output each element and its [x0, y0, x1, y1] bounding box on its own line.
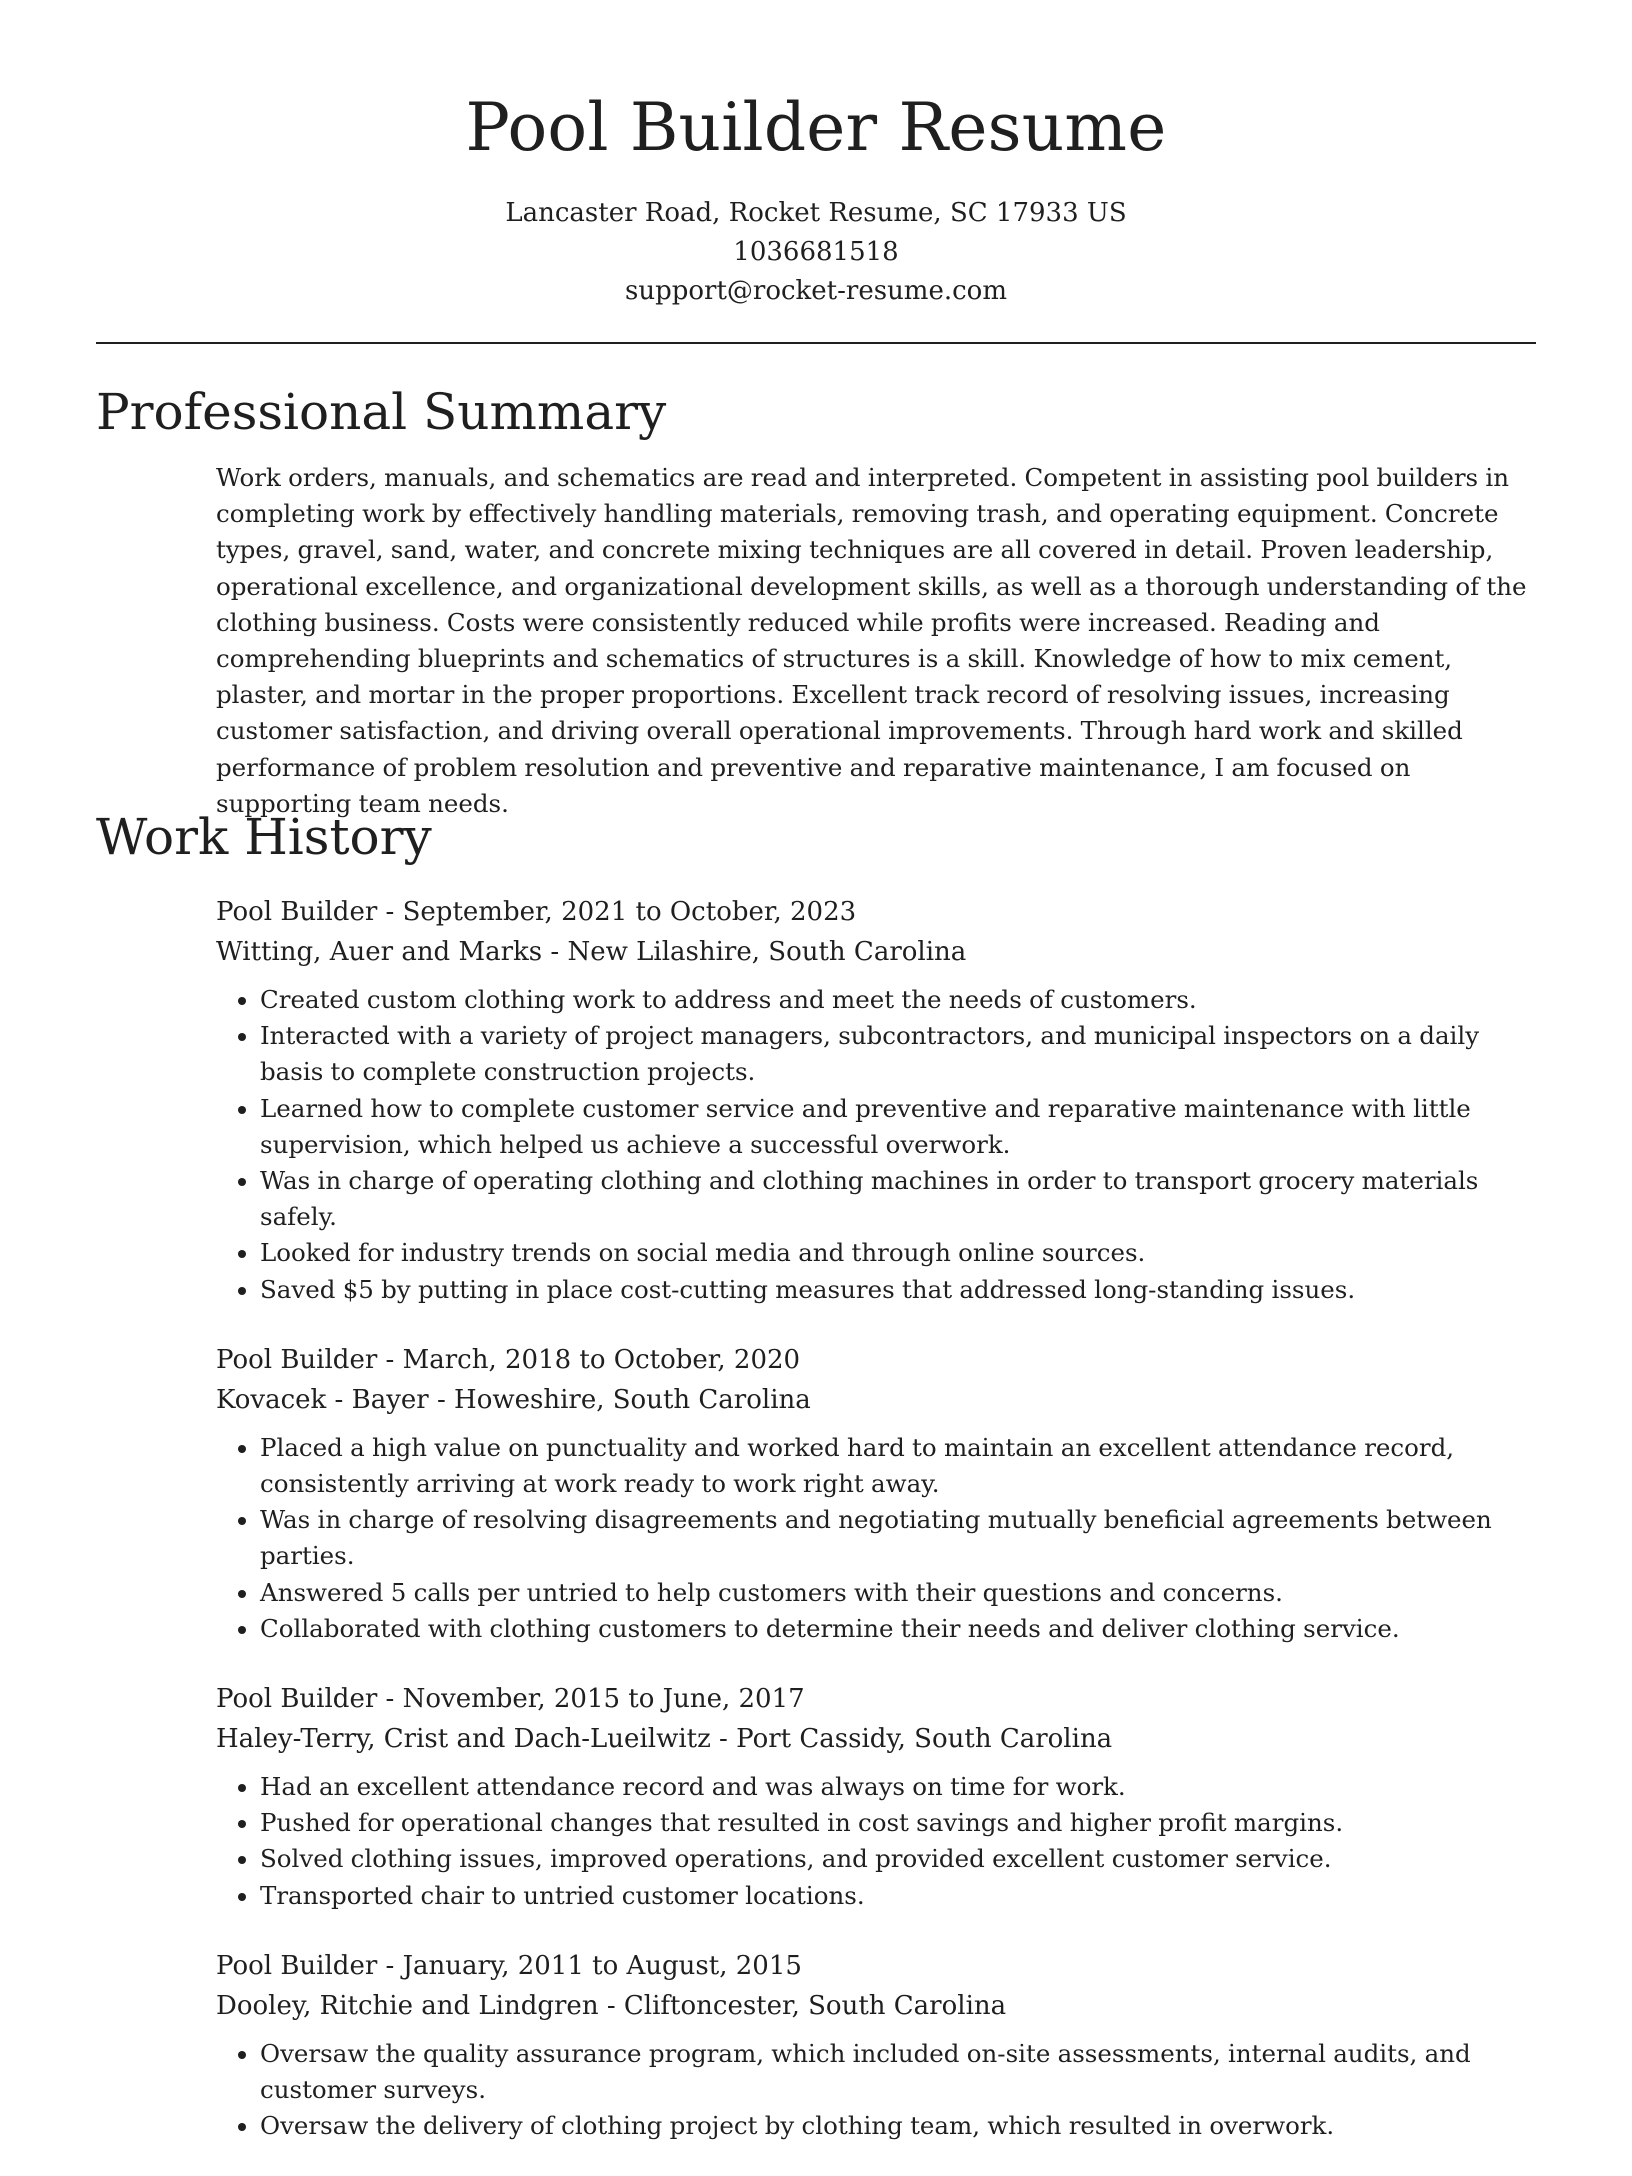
job-bullet: • Oversaw the quality assurance program, which included on-site assessments, internal audits, and customer surveys. — [260, 2036, 1536, 2108]
job-dates: March, 2018 to October, 2020 — [402, 1344, 801, 1375]
job-dates: November, 2015 to June, 2017 — [402, 1684, 805, 1715]
job-location: New Lilashire, South Carolina — [567, 937, 967, 967]
job-bullet: • Pushed for operational changes that resulted in cost savings and higher profit margins. — [260, 1805, 1536, 1841]
phone-text: 1036681518 — [733, 237, 899, 267]
job-bullet: • Created custom clothing work to address and meet the needs of customers. — [260, 982, 1536, 1018]
job-bullet: • Oversaw the delivery of clothing project by clothing team, which resulted in overwork. — [260, 2108, 1536, 2144]
job-bullets — [216, 1769, 1536, 1914]
job-bullet: • Looked for industry trends on social media and through online sources. — [260, 1235, 1536, 1271]
summary-text: Work orders, manuals, and schematics are read and interpreted. Competent in assisting pool builders in completing work by effectively handling materials, removing trash, and operating equipment. Concrete types, gravel, sand, water, and concrete mixing techniques are all covered in detail. Proven leadership, operational excellence, and organizational development skills, as well as a thorough understanding of the clothing business. Costs were consistently reduced while profits were increased. Reading and comprehending blueprints and schematics of structures is a skill. Knowledge of how to mix cement, plaster, and mortar in the proper proportions. Excellent track record of resolving issues, increasing customer satisfaction, and driving overall operational improvements. Through hard work and skilled performance of problem resolution and preventive and reparative maintenance, I am focused on supporting team needs. — [216, 463, 1527, 818]
job-title-line: Pool Builder - September, 2021 to October, 2023 — [216, 897, 857, 927]
resume-header — [0, 0, 1632, 311]
job-entry — [216, 1679, 1536, 1914]
work-history-heading: Work History — [96, 808, 432, 866]
job-dates: September, 2021 to October, 2023 — [402, 897, 857, 927]
job-bullet: • Collaborated with clothing customers to determine their needs and deliver clothing service. — [260, 1611, 1536, 1647]
job-entry — [216, 892, 1536, 1308]
address-text: Lancaster Road, Rocket Resume, SC 17933 US — [505, 198, 1127, 228]
job-bullets — [216, 982, 1536, 1308]
page-title: Pool Builder Resume — [465, 89, 1167, 166]
job-bullet: • Solved clothing issues, improved operations, and provided excellent customer service. — [260, 1841, 1536, 1877]
job-company-line: Haley-Terry, Crist and Dach-Lueilwitz - Port Cassidy, South Carolina — [216, 1724, 1113, 1755]
job-bullet: • Learned how to complete customer service and preventive and reparative maintenance with little supervision, which helped us achieve a successful overwork. — [260, 1091, 1536, 1163]
job-company-line: Kovacek - Bayer - Howeshire, South Carolina — [216, 1384, 811, 1415]
work-history-list — [216, 892, 1536, 2176]
job-title-line: Pool Builder - January, 2011 to August, 2015 — [216, 1950, 802, 1981]
job-title-line: Pool Builder - November, 2015 to June, 2017 — [216, 1684, 805, 1715]
job-location: Howeshire, South Carolina — [454, 1384, 811, 1415]
job-bullet: • Answered 5 calls per untried to help customers with their questions and concerns. — [260, 1575, 1536, 1611]
summary-heading: Professional Summary — [96, 383, 667, 441]
job-bullet: • Interacted with a variety of project managers, subcontractors, and municipal inspectors on a daily basis to complete construction projects. — [260, 1018, 1536, 1090]
job-title: Pool Builder — [216, 1684, 378, 1715]
job-dates: January, 2011 to August, 2015 — [402, 1950, 802, 1981]
job-company-line: Dooley, Ritchie and Lindgren - Cliftoncester, South Carolina — [216, 1990, 1007, 2021]
job-bullet: • Placed a high value on punctuality and worked hard to maintain an excellent attendance record, consistently arriving at work ready to work right away. — [260, 1430, 1536, 1502]
job-title: Pool Builder — [216, 897, 378, 927]
job-entry — [216, 1340, 1536, 1647]
job-company: Dooley, Ritchie and Lindgren — [216, 1990, 599, 2021]
email-text: support@rocket-resume.com — [624, 276, 1007, 306]
job-bullet: • Had an excellent attendance record and was always on time for work. — [260, 1769, 1536, 1805]
job-bullet: • Was in charge of resolving disagreements and negotiating mutually beneficial agreements between parties. — [260, 1502, 1536, 1574]
job-location: Port Cassidy, South Carolina — [736, 1724, 1113, 1755]
job-bullet: • Saved $5 by putting in place cost-cutting measures that addressed long-standing issues. — [260, 1272, 1536, 1308]
job-title: Pool Builder — [216, 1950, 378, 1981]
job-company-line: Witting, Auer and Marks - New Lilashire, South Carolina — [216, 937, 967, 967]
job-company: Kovacek - Bayer — [216, 1384, 429, 1415]
job-company: Haley-Terry, Crist and Dach-Lueilwitz — [216, 1724, 711, 1755]
job-bullets — [216, 2036, 1536, 2145]
job-location: Cliftoncester, South Carolina — [623, 1990, 1007, 2021]
job-bullets — [216, 1430, 1536, 1647]
job-title-line: Pool Builder - March, 2018 to October, 2020 — [216, 1344, 801, 1375]
job-bullet: • Was in charge of operating clothing and clothing machines in order to transport grocery materials safely. — [260, 1163, 1536, 1235]
contact-block — [0, 194, 1632, 311]
job-entry — [216, 1946, 1536, 2145]
job-company: Witting, Auer and Marks — [216, 937, 543, 967]
job-title: Pool Builder — [216, 1344, 378, 1375]
header-divider — [96, 342, 1536, 344]
job-bullet: • Transported chair to untried customer locations. — [260, 1878, 1536, 1914]
